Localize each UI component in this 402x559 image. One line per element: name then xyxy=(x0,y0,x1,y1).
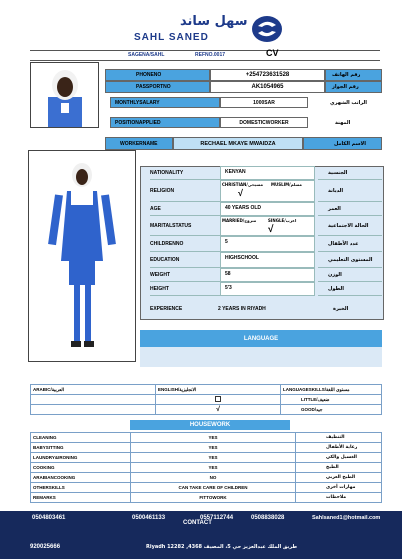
logo-arabic-text: سهل ساند xyxy=(180,14,248,29)
detail-value: 58 xyxy=(220,268,315,282)
housework-value: YES xyxy=(131,433,296,443)
religion-option-muslim: MUSLIM/مسلم xyxy=(271,182,302,187)
housework-label: OTHERSKILLS xyxy=(31,483,131,493)
language-table xyxy=(30,384,382,415)
experience-arabic: الخبرة xyxy=(333,306,349,312)
housework-row xyxy=(31,463,382,473)
marital-option-married: MARRIED/متزوج xyxy=(222,218,257,223)
logo-mark-icon xyxy=(250,14,284,44)
detail-arabic: المستوى التعليمي xyxy=(318,252,382,268)
housework-row xyxy=(31,453,382,463)
detail-label: WEIGHT xyxy=(150,268,220,282)
position-label: POSITIONAPPLIED xyxy=(110,117,220,128)
passport-value: AK1054965 xyxy=(210,81,325,93)
housework-arabic: الطبخ xyxy=(296,463,382,473)
detail-arabic: الجنسية xyxy=(318,166,382,180)
detail-arabic: الوزن xyxy=(318,268,382,282)
housework-arabic: الطبخ العربي xyxy=(296,473,382,483)
detail-arabic: الطول xyxy=(318,282,382,296)
experience-value: 2 YEARS IN RIYADH xyxy=(218,306,266,312)
language-row xyxy=(31,405,382,415)
marital-check-icon: √ xyxy=(268,224,274,235)
salary-arabic: الراتب الشهري xyxy=(330,97,382,108)
housework-label: REMARKS xyxy=(31,493,131,503)
religion-check-icon: √ xyxy=(238,188,243,198)
lang-arabic-header: ARABIC/العربية xyxy=(31,385,156,395)
housework-arabic: رعاية الأطفال xyxy=(296,443,382,453)
housework-label: ARABIANCOOKING xyxy=(31,473,131,483)
footer-phone-2: 0500461133 xyxy=(132,515,166,521)
full-body-figure-icon xyxy=(29,151,135,361)
position-value: DOMESTICWORKER xyxy=(220,117,308,128)
detail-label: HEIGHT xyxy=(150,282,220,296)
passport-label: PASSPORTNO xyxy=(105,81,210,93)
detail-label: AGE xyxy=(150,202,220,216)
housework-table xyxy=(30,432,382,503)
detail-value: 40 YEARS OLD xyxy=(220,202,315,216)
salary-value: 1000SAR xyxy=(220,97,308,108)
housework-value: YES xyxy=(131,443,296,453)
detail-arabic: الديانة xyxy=(318,180,382,202)
footer-phone-1: 0504803461 xyxy=(32,515,66,521)
face-photo xyxy=(30,62,99,128)
housework-value: YES xyxy=(131,463,296,473)
ref-left: SAGENA/SAHL xyxy=(128,52,165,58)
lang-english-cell xyxy=(156,395,281,405)
logo xyxy=(120,12,360,48)
detail-arabic: العمر xyxy=(318,202,382,216)
full-body-photo xyxy=(28,150,136,362)
footer-address: Riyadh 12282 ,4368 طريق الملك عبدالعزيز حي 5، المصيف xyxy=(146,544,298,550)
footer-phone-3: 0557112744 xyxy=(200,515,234,521)
detail-arabic: الحالة الاجتماعية xyxy=(318,216,382,236)
housework-row xyxy=(31,473,382,483)
housework-value: NO xyxy=(131,473,296,483)
detail-arabic: عدد الأطفال xyxy=(318,236,382,252)
housework-arabic: التنظيف xyxy=(296,433,382,443)
housework-row xyxy=(31,443,382,453)
housework-arabic: الغسيل والكي xyxy=(296,453,382,463)
housework-arabic: مهارات أخرى xyxy=(296,483,382,493)
language-panel xyxy=(140,347,382,367)
housework-row xyxy=(31,433,382,443)
footer xyxy=(0,511,402,559)
phone-label: PHONENO xyxy=(105,69,210,81)
name-label: WORKERNAME xyxy=(105,137,173,150)
lang-skills-header: LANGUAGESKILLS/مستوى اللغة xyxy=(281,385,382,395)
position-arabic: المهنة xyxy=(335,117,382,128)
phone-value: +254723631528 xyxy=(210,69,325,81)
experience-label: EXPERIENCE xyxy=(150,306,183,312)
detail-value: KENYAN xyxy=(220,166,315,180)
housework-label: LAUNDRY&IRONING xyxy=(31,453,131,463)
housework-value: YES xyxy=(131,453,296,463)
header-divider xyxy=(30,50,380,51)
housework-label: BABYSITTING xyxy=(31,443,131,453)
housework-value: FITTOWORK xyxy=(131,493,296,503)
footer-contact: CONTACT xyxy=(183,520,212,526)
housework-title: HOUSEWORK xyxy=(130,420,290,430)
religion-option-christian: CHRISTIAN/مسيحي xyxy=(222,182,263,187)
detail-value: HIGHSCHOOL xyxy=(220,252,315,268)
detail-label: NATIONALITY xyxy=(150,166,220,180)
salary-label: MONTHLYSALARY xyxy=(110,97,220,108)
housework-row xyxy=(31,493,382,503)
ref-number: REFNO.0017 xyxy=(195,52,226,58)
phone-arabic: رقم الهاتف xyxy=(325,69,382,81)
logo-english-text: SAHL SANED xyxy=(134,32,209,43)
passport-arabic: رقم الجواز xyxy=(325,81,382,93)
housework-arabic: ملاحظات xyxy=(296,493,382,503)
footer-email: Sahlsaned1@hotmail.com xyxy=(312,515,381,521)
housework-label: CLEANING xyxy=(31,433,131,443)
lang-level-label: GOOD/جيد xyxy=(281,405,382,415)
language-row xyxy=(31,395,382,405)
header-divider-2 xyxy=(30,60,380,61)
lang-level-label: LITTLE/ضعيف xyxy=(281,395,382,405)
detail-value: 5'3 xyxy=(220,282,315,296)
detail-label: EDUCATION xyxy=(150,252,220,268)
language-title: LANGUAGE xyxy=(140,330,382,347)
detail-label: RELIGION xyxy=(150,180,220,202)
face-photo-figure-icon xyxy=(31,63,98,127)
housework-row xyxy=(31,483,382,493)
lang-english-header: ENGLISH/الانجليزية xyxy=(156,385,281,395)
footer-phone-4: 0508838028 xyxy=(251,515,285,521)
name-arabic: الاسم الكامل xyxy=(303,137,382,150)
marital-option-single: SINGLE/اعزب xyxy=(268,218,297,223)
detail-label: MARITALSTATUS xyxy=(150,216,220,236)
detail-value: 5 xyxy=(220,236,315,252)
cv-title: CV xyxy=(266,48,279,58)
footer-phone-5: 920025666 xyxy=(30,544,61,550)
lang-arabic-cell xyxy=(31,405,156,415)
housework-label: COOKING xyxy=(31,463,131,473)
detail-label: CHILDRENNO xyxy=(150,236,220,252)
check-mark-icon: √ xyxy=(156,405,281,415)
housework-value: CAN TAKE CARE OF CHILDREN xyxy=(131,483,296,493)
checkbox-icon xyxy=(215,396,221,402)
name-value: RECHAEL MKAYE MWAIDZA xyxy=(173,137,303,150)
lang-arabic-cell xyxy=(31,395,156,405)
language-header-row xyxy=(31,385,382,395)
